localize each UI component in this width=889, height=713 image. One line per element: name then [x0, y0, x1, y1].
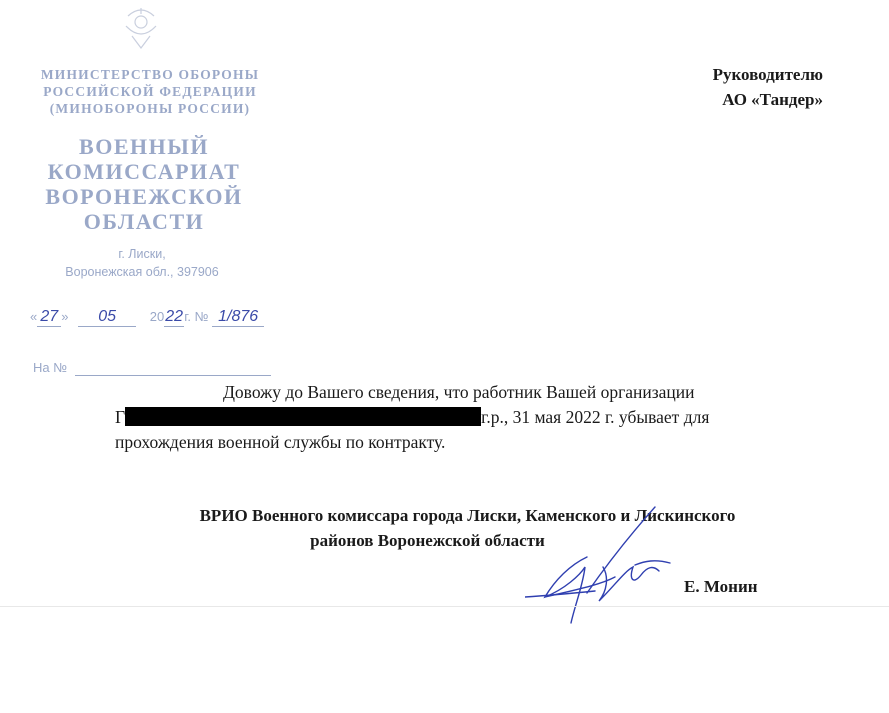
signer-block — [0, 503, 889, 553]
official-stamp — [0, 0, 300, 390]
stamp-commissariat-line: ВОЕННЫЙ — [79, 134, 209, 159]
document-number: 1/876 — [218, 308, 259, 325]
handwritten-signature — [525, 505, 695, 630]
body-line — [115, 405, 815, 430]
stamp-commissariat-line: ОБЛАСТИ — [83, 209, 205, 234]
body-line-rest: г.р., 31 мая 2022 г. убывает для — [481, 407, 710, 427]
body-line: Довожу до Вашего сведения, что работник Вашей организации — [223, 382, 695, 402]
recipient-block — [713, 62, 823, 112]
body-line: прохождения военной службы по контракту. — [115, 432, 446, 452]
redaction-bar — [125, 407, 481, 426]
date-month: 05 — [98, 308, 116, 325]
letter-body — [115, 380, 815, 455]
date-year-prefix: 20 — [149, 309, 165, 324]
page-divider — [0, 606, 889, 607]
reference-row — [33, 360, 271, 376]
recipient-organization: АО «Тандер» — [722, 90, 823, 109]
stamp-commissariat-line: КОМИССАРИАТ — [47, 159, 241, 184]
stamp-address-line: Воронежская обл., 397906 — [65, 265, 219, 279]
stamp-ministry-line: РОССИЙСКОЙ ФЕДЕРАЦИИ — [43, 84, 257, 99]
recipient-title: Руководителю — [712, 65, 823, 84]
emblem-icon — [118, 4, 164, 54]
signer-name: Е. Монин — [684, 577, 758, 596]
stamp-address-line: г. Лиски, — [118, 247, 166, 261]
body-line-lead: Г — [115, 407, 126, 427]
signer-position-cont: районов Воронежской области — [310, 531, 545, 550]
outgoing-date: « 27 » 05 2022г. № 1/876 — [30, 308, 264, 327]
signer-position: ВРИО Военного комиссара города Лиски, Каменского и Лискинского — [199, 506, 736, 525]
stamp-commissariat-line: ВОРОНЕЖСКОЙ — [45, 184, 243, 209]
date-year-suffix: 22 — [165, 308, 184, 325]
reference-label: На № — [33, 360, 68, 375]
stamp-ministry-line: (МИНОБОРОНЫ РОССИИ) — [49, 101, 251, 116]
date-day: 27 — [40, 308, 59, 325]
stamp-ministry-line: МИНИСТЕРСТВО ОБОРОНЫ — [40, 67, 260, 82]
